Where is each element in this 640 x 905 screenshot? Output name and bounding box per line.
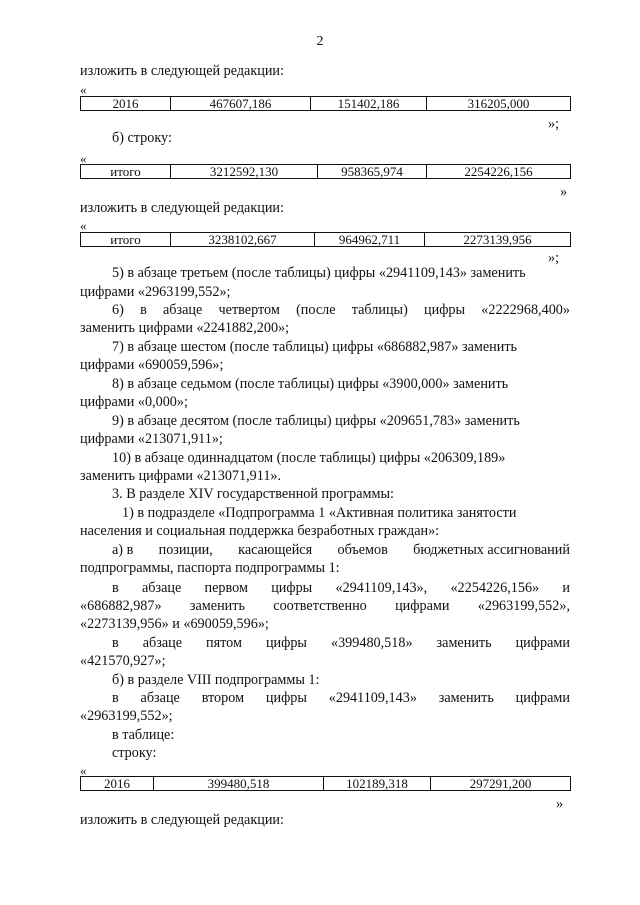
word: абзаце	[140, 690, 180, 706]
item-b2-line-3: «2963199,552»;	[80, 708, 173, 724]
section-3-heading: 3. В разделе XIV государственной программы:	[112, 486, 394, 502]
word: цифры	[265, 635, 307, 651]
table-cell-total: 467607,186	[171, 97, 311, 110]
subsection-1-line-2: населения и социальная поддержка безработных граждан»:	[80, 523, 440, 539]
paragraph-8-line-1: 8) в абзаце седьмом (после таблицы) цифры «3900,000» заменить	[112, 376, 509, 392]
table-cell-total: 399480,518	[154, 777, 324, 790]
redaction-line-3: изложить в следующей редакции:	[80, 812, 284, 828]
word: в	[112, 580, 119, 596]
word: заменить	[436, 635, 492, 651]
word: абзаце	[163, 302, 203, 318]
in-table-label: в таблице:	[112, 727, 175, 743]
word: заменить	[189, 598, 245, 614]
paragraph-5-line-2: цифрами «2963199,552»;	[80, 284, 231, 300]
table-row-2016-subprogram	[80, 776, 571, 791]
word: «2254226,156»	[450, 580, 540, 596]
table-cell-year: 2016	[81, 97, 171, 110]
word: и	[562, 580, 570, 596]
word: заменить	[438, 690, 494, 706]
word: «2941109,143»,	[335, 580, 428, 596]
row-label: строку:	[112, 745, 157, 761]
item-a-line-4	[80, 598, 570, 615]
table-cell-year: 2016	[81, 777, 154, 790]
item-a-line-2: подпрограммы, паспорта подпрограммы 1:	[80, 560, 340, 576]
word: в	[112, 690, 119, 706]
word: цифрами	[515, 635, 570, 651]
table-row-total-new	[80, 232, 571, 247]
paragraph-10-line-1: 10) в абзаце одиннадцатом (после таблицы) цифры «206309,189»	[112, 450, 506, 466]
paragraph-5-line-1	[112, 265, 570, 282]
word: «399480,518»	[330, 635, 413, 651]
word: цифры	[271, 580, 313, 596]
item-a-line-5: «2273139,956» и «690059,596»;	[80, 616, 269, 632]
table-cell-regional: 2273139,956	[463, 233, 532, 246]
word: «2222968,400»	[481, 302, 570, 318]
paragraph-9-line-2: цифрами «213071,911»;	[80, 431, 223, 447]
subsection-1-line-1: 1) в подразделе «Подпрограмма 1 «Активная политика занятости	[122, 505, 517, 521]
table-row-2016-old-value	[80, 96, 571, 111]
word: а) в	[112, 542, 134, 558]
open-quote-2: «	[80, 151, 87, 166]
item-a-line-7: «421570,927»;	[80, 653, 166, 669]
word: «2963199,552»,	[477, 598, 570, 614]
paragraph-9-line-1: 9) в абзаце десятом (после таблицы) цифры «209651,783» заменить	[112, 413, 520, 429]
paragraph-8-line-2: цифрами «0,000»;	[80, 394, 188, 410]
open-quote-3: «	[80, 218, 87, 233]
paragraph-7-line-2: цифрами «690059,596»;	[80, 357, 224, 373]
word: касающейся	[238, 542, 313, 558]
word: первом	[204, 580, 248, 596]
table-row-total-old	[80, 164, 571, 179]
paragraph-6-line-1	[112, 302, 570, 319]
word: в	[112, 635, 119, 651]
redaction-line-2: изложить в следующей редакции:	[80, 200, 284, 216]
table-cell-label: итого	[81, 165, 171, 178]
word: абзаце	[141, 580, 182, 596]
item-a-line-6	[112, 635, 570, 652]
item-a-line-1	[112, 542, 570, 559]
table-cell-federal: 151402,186	[311, 97, 427, 110]
table-cell-federal: 102189,318	[324, 777, 431, 790]
open-quote-4: «	[80, 763, 87, 778]
table-cell-regional: 316205,000	[467, 97, 530, 110]
page-number: 2	[316, 34, 324, 49]
paragraph-6-line-2: заменить цифрами «2241882,200»;	[80, 320, 290, 336]
table-cell-federal: 964962,711	[315, 233, 425, 246]
item-b-label: б) строку:	[112, 130, 172, 146]
table-cell-label: итого	[81, 233, 171, 246]
word: абзаце	[142, 635, 183, 651]
close-quote-1: »;	[548, 116, 560, 132]
word: позиции,	[158, 542, 213, 558]
word: 6)	[112, 302, 124, 318]
paragraph-7-line-1: 7) в абзаце шестом (после таблицы) цифры «686882,987» заменить	[112, 339, 517, 355]
item-a-line-3	[112, 580, 570, 597]
word: пятом	[206, 635, 242, 651]
close-quote-4: »	[556, 796, 564, 812]
word: цифрами	[395, 598, 450, 614]
close-quote-2: »	[560, 184, 568, 200]
word: таблицы)	[351, 302, 408, 318]
item-b2-line-1: б) в разделе VIII подпрограммы 1:	[112, 672, 320, 688]
word: цифры	[265, 690, 307, 706]
paragraph-10-line-2: заменить цифрами «213071,911».	[80, 468, 282, 484]
word: цифрами	[515, 690, 570, 706]
table-cell-regional: 297291,200	[469, 777, 532, 790]
table-cell-federal: 958365,974	[318, 165, 427, 178]
table-cell-total: 3238102,667	[171, 233, 315, 246]
paragraph-5-text: 5) в абзаце третьем (после таблицы) цифры «2941109,143» заменить	[112, 265, 526, 281]
word: втором	[201, 690, 245, 706]
word: цифры	[424, 302, 466, 318]
word: соответственно	[273, 598, 367, 614]
word: в	[140, 302, 147, 318]
word: (после	[296, 302, 336, 318]
item-b2-line-2	[112, 690, 570, 707]
redaction-line-1: изложить в следующей редакции:	[80, 63, 284, 79]
close-quote-3: »;	[548, 250, 560, 266]
word: «2941109,143»	[328, 690, 417, 706]
word: четвертом	[218, 302, 280, 318]
table-cell-regional: 2254226,156	[464, 165, 533, 178]
word: бюджетных ассигнований	[413, 542, 570, 558]
table-cell-total: 3212592,130	[171, 165, 318, 178]
open-quote-1: «	[80, 82, 87, 97]
word: «686882,987»	[80, 598, 162, 614]
word: объемов	[337, 542, 388, 558]
